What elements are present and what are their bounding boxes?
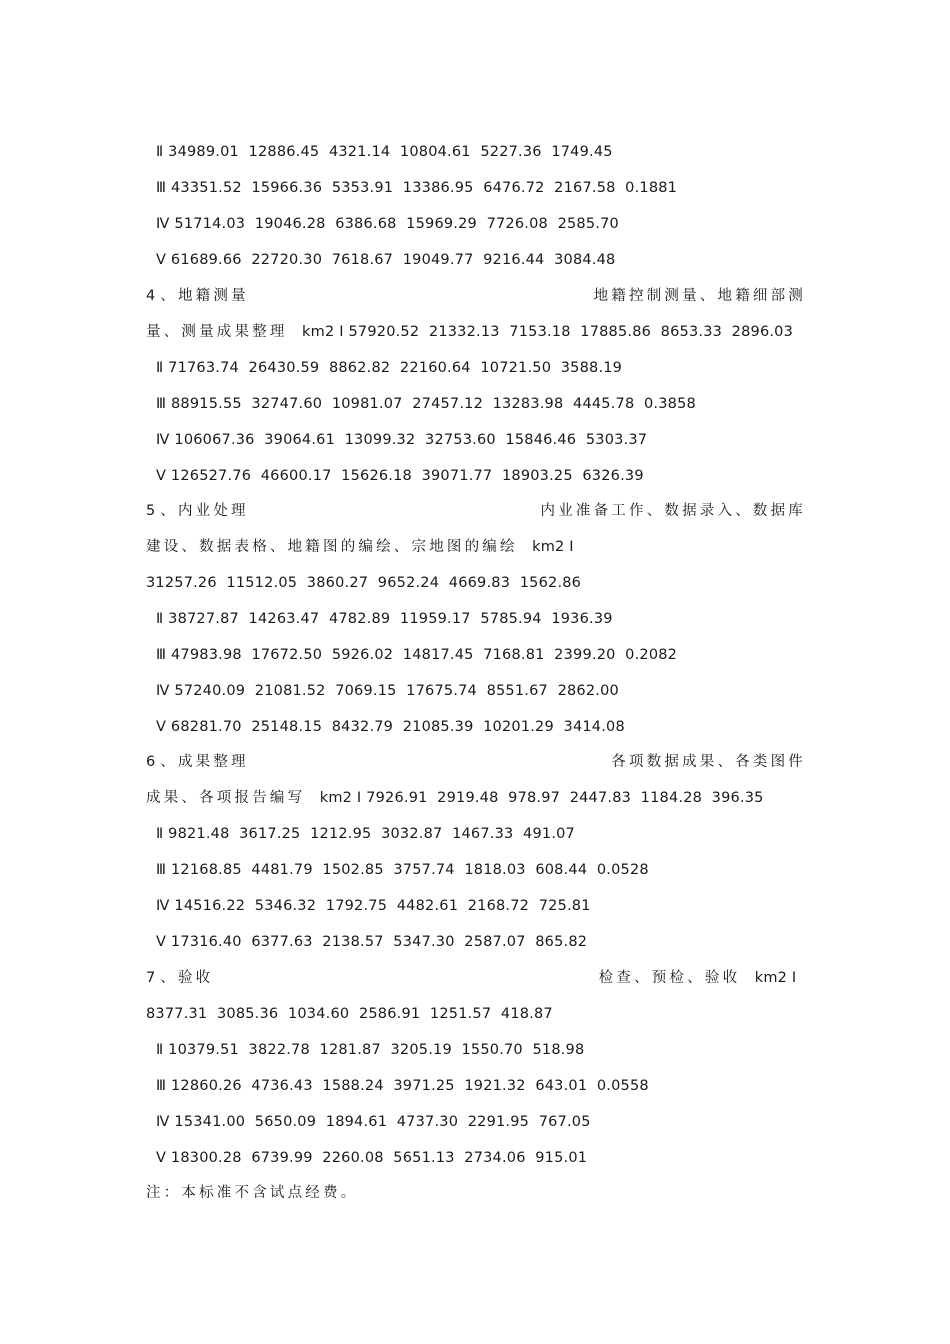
item-7-heading	[146, 967, 806, 989]
row-v-item3: Ⅴ 61689.66 22720.30 7618.67 19049.77 9216.44 3084.48	[156, 252, 616, 268]
row-ii-item7: Ⅱ 10379.51 3822.78 1281.87 3205.19 1550.70 518.98	[156, 1042, 585, 1058]
item-6-title: 、成果整理	[160, 754, 249, 770]
row-ii-item5: Ⅱ 38727.87 14263.47 4782.89 11959.17 5785.94 1936.39	[156, 611, 613, 627]
item-6-number: 6	[146, 754, 156, 770]
item-4-title: 、地籍测量	[160, 288, 249, 304]
row-iii-item4: Ⅲ 88915.55 32747.60 10981.07 27457.12 13283.98 4445.78 0.3858	[156, 396, 696, 412]
row-iii-item7: Ⅲ 12860.26 4736.43 1588.24 3971.25 1921.32 643.01 0.0558	[156, 1078, 649, 1094]
item-5-desc-cont	[146, 536, 806, 558]
row-iv-item5: Ⅳ 57240.09 21081.52 7069.15 17675.74 8551.67 2862.00	[156, 683, 619, 699]
row-i-item7: 8377.31 3085.36 1034.60 2586.91 1251.57 418.87	[146, 1006, 553, 1022]
row-iii-item5: Ⅲ 47983.98 17672.50 5926.02 14817.45 7168.81 2399.20 0.2082	[156, 647, 678, 663]
row-iii-item6: Ⅲ 12168.85 4481.79 1502.85 3757.74 1818.03 608.44 0.0528	[156, 862, 649, 878]
item-5-unit: km2 Ⅰ	[532, 539, 574, 555]
item-5-title: 、内业处理	[160, 503, 249, 519]
item-6-heading	[146, 751, 806, 773]
item-6-desc-cont	[146, 787, 806, 809]
item-6-desc-tail: 成果、各项报告编写	[146, 790, 306, 806]
row-v-item6: Ⅴ 17316.40 6377.63 2138.57 5347.30 2587.07 865.82	[156, 934, 588, 950]
item-4-number: 4	[146, 288, 156, 304]
item-4-desc-tail: 量、测量成果整理	[146, 324, 288, 340]
row-v-item4: Ⅴ 126527.76 46600.17 15626.18 39071.77 18903.25 6326.39	[156, 468, 644, 484]
row-iii-item3: Ⅲ 43351.52 15966.36 5353.91 13386.95 6476.72 2167.58 0.1881	[156, 180, 678, 196]
row-iv-item3: Ⅳ 51714.03 19046.28 6386.68 15969.29 7726.08 2585.70	[156, 216, 619, 232]
item-5-number: 5	[146, 503, 156, 519]
row-ii-item4: Ⅱ 71763.74 26430.59 8862.82 22160.64 10721.50 3588.19	[156, 360, 623, 376]
row-iv-item6: Ⅳ 14516.22 5346.32 1792.75 4482.61 2168.72 725.81	[156, 898, 591, 914]
row-ii-item6: Ⅱ 9821.48 3617.25 1212.95 3032.87 1467.33 491.07	[156, 826, 575, 842]
footnote: 注：本标准不含试点经费。	[146, 1185, 359, 1201]
row-i-item5: 31257.26 11512.05 3860.27 9652.24 4669.83 1562.86	[146, 575, 582, 591]
item-5-desc: 内业准备工作、数据录入、数据库	[540, 503, 806, 519]
item-7-desc: 检查、预检、验收	[598, 970, 741, 986]
row-ii-item3: Ⅱ 34989.01 12886.45 4321.14 10804.61 5227.36 1749.45	[156, 144, 613, 160]
row-v-item5: Ⅴ 68281.70 25148.15 8432.79 21085.39 10201.29 3414.08	[156, 719, 625, 735]
item-7-number: 7	[146, 970, 156, 986]
item-7-title: 、验收	[160, 970, 214, 986]
row-i-item6: km2 Ⅰ 7926.91 2919.48 978.97 2447.83 1184.28 396.35	[319, 790, 764, 806]
row-iv-item4: Ⅳ 106067.36 39064.61 13099.32 32753.60 15846.46 5303.37	[156, 432, 648, 448]
item-5-desc-tail: 建设、数据表格、地籍图的编绘、宗地图的编绘	[146, 539, 518, 555]
item-5-heading	[146, 500, 806, 522]
item-7-unit: km2 Ⅰ	[754, 970, 797, 986]
row-iv-item7: Ⅳ 15341.00 5650.09 1894.61 4737.30 2291.95 767.05	[156, 1114, 591, 1130]
item-4-desc: 地籍控制测量、地籍细部测	[593, 288, 806, 304]
row-v-item7: Ⅴ 18300.28 6739.99 2260.08 5651.13 2734.06 915.01	[156, 1150, 588, 1166]
item-4-heading	[146, 285, 806, 307]
row-i-item4: km2 Ⅰ 57920.52 21332.13 7153.18 17885.86 8653.33 2896.03	[302, 324, 794, 340]
item-6-desc: 各项数据成果、各类图件	[611, 754, 806, 770]
item-4-desc-cont	[146, 321, 806, 343]
